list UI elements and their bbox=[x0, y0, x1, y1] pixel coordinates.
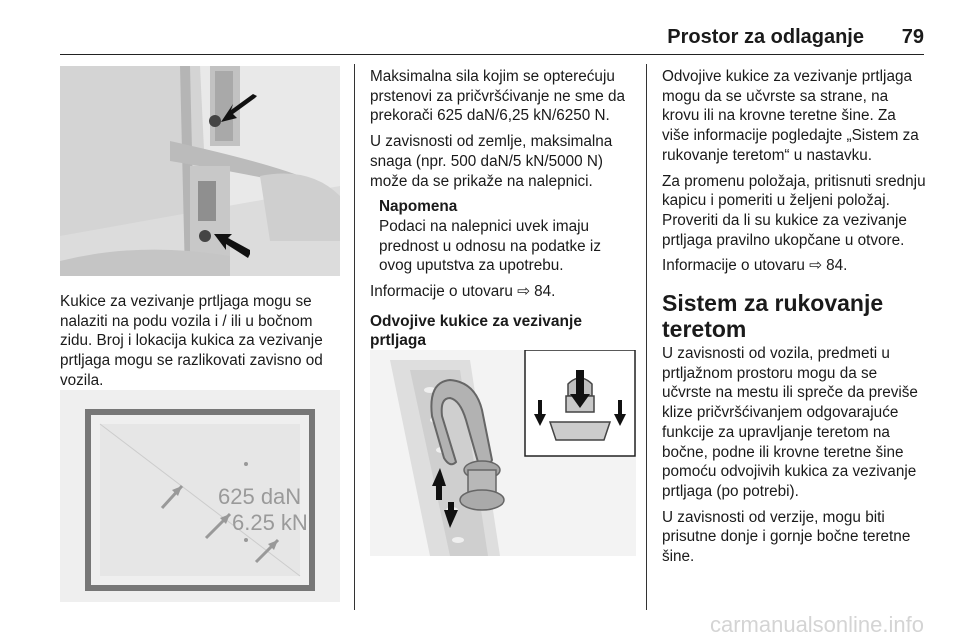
paragraph-rails-version: U zavisnosti od verzije, mogu biti prisutne donje i gornje bočne teretne šine. bbox=[662, 508, 911, 566]
figure-detachable-hook bbox=[370, 350, 636, 556]
watermark: carmanualsonline.info bbox=[709, 612, 924, 637]
section-heading-detachable-hooks: Odvojive kukice za vezivanje prtljaga bbox=[370, 312, 582, 349]
loading-info-link[interactable]: Informacije o utovaru ⇨ 84. bbox=[370, 283, 556, 301]
loading-info-link[interactable]: Informacije o utovaru ⇨ 84. bbox=[662, 257, 848, 275]
load-label-line2: 6.25 kN bbox=[232, 510, 308, 535]
paragraph-max-force: Maksimalna sila kojim se opterećuju prstenovi za pričvršćivanje ne sme da prekorači 625 daN/6,25 kN/6250 N. bbox=[370, 68, 626, 125]
column-2 bbox=[370, 67, 638, 358]
paragraph-position-change: Za promenu položaja, pritisnuti srednju kapicu i pomeriti u željeni položaj. Proveriti da li su kukice za vezivanje prtljaga pravilno ukopčane u otvore. bbox=[662, 172, 926, 249]
column-3 bbox=[662, 67, 926, 573]
load-label-line1: 625 daN bbox=[218, 484, 302, 509]
section-heading-load-system: Sistem za rukovanje teretom bbox=[662, 290, 884, 343]
page-title: Prostor za odlaganje bbox=[667, 26, 864, 48]
page-header bbox=[60, 24, 924, 55]
page-number: 79 bbox=[901, 26, 924, 48]
paragraph-load-system: U zavisnosti od vozila, predmeti u prtljažnom prostoru mogu da se učvrste na mestu ili spreče da previše klize pričvršćivanjem odgovarajuće funkcije za upravljanje teretom na bočne, podne ili krovne teretne šine pomoću odvojivih kukica za vezivanje prtljaga (po potrebi). bbox=[662, 345, 918, 500]
note-title: Napomena bbox=[379, 198, 458, 216]
figure-load-label bbox=[60, 390, 340, 602]
column-divider-1 bbox=[354, 64, 355, 610]
paragraph-country-load: U zavisnosti od zemlje, maksimalna snaga (npr. 500 daN/5 kN/5000 N) može da se prikaže na nalepnici. bbox=[370, 133, 613, 190]
column-1 bbox=[60, 292, 344, 397]
note-block bbox=[370, 197, 638, 276]
arrow-icon bbox=[219, 94, 259, 128]
figure-interior-hooks bbox=[60, 66, 340, 276]
figure-caption: Kukice za vezivanje prtljaga mogu se nalaziti na podu vozila i / ili u bočnom zidu. Broj i lokacija kukica za vezivanje prtljaga mogu se razlikovati zavisno od vozila. bbox=[60, 293, 323, 389]
note-text: Podaci na nalepnici uvek imaju prednost u odnosu na podatke iz ovog uputstva za upotrebu. bbox=[379, 217, 601, 275]
column-divider-2 bbox=[646, 64, 647, 610]
paragraph-hooks-mounting: Odvojive kukice za vezivanje prtljaga mogu da se učvrste sa strane, na krovu ili na krovne teretne šine. Za više informacije pogledajte „Sistem za rukovanje teretom“ u nastavku. bbox=[662, 68, 919, 164]
arrow-icon bbox=[212, 228, 252, 258]
